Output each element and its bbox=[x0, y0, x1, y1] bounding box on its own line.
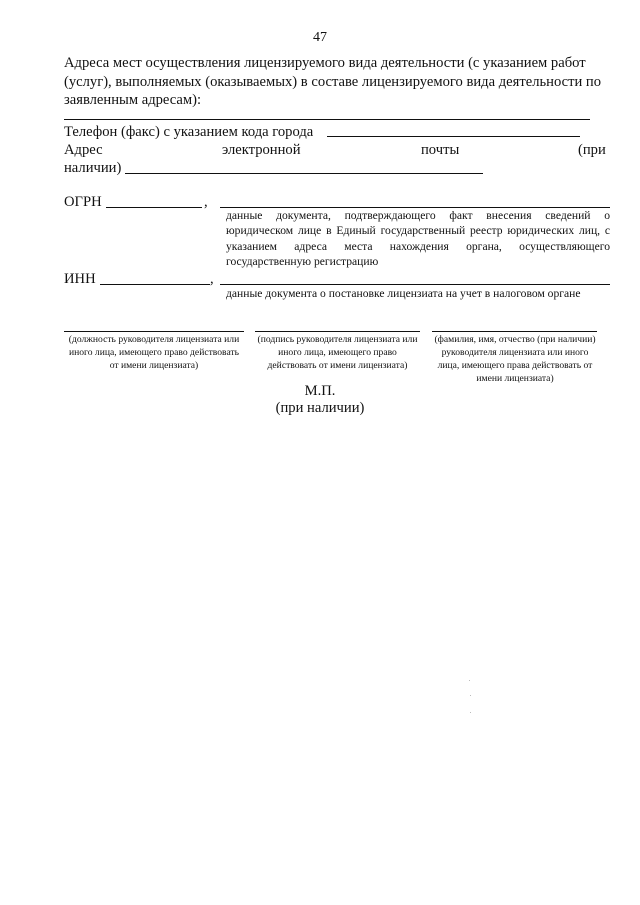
ogrn-comma: , bbox=[204, 194, 208, 210]
addresses-text: Адреса мест осуществления лицензируемого вида деятельности (с указанием работ (услуг), выполняемых (оказываемых) в составе лицензируемого вида деятельности по заявленным адресам): bbox=[64, 55, 602, 108]
email-label-word1: Адрес bbox=[64, 142, 103, 158]
email-label-word2: электронной bbox=[222, 142, 301, 158]
inn-description: данные документа о постановке лицензиата на учет в налоговом органе bbox=[226, 287, 581, 300]
phone-label: Телефон (факс) с указанием кода города bbox=[64, 124, 314, 140]
addresses-input-line[interactable] bbox=[64, 119, 590, 120]
email-input-line[interactable] bbox=[125, 173, 483, 174]
scan-speck bbox=[469, 680, 470, 681]
page-number: 47 bbox=[313, 30, 327, 45]
phone-input-line[interactable] bbox=[327, 136, 580, 137]
email-label-word3: почты bbox=[421, 142, 460, 158]
stamp-note: (при наличии) bbox=[275, 400, 365, 416]
inn-comma: , bbox=[210, 271, 214, 287]
signature-caption: (подпись руководителя лицензиата или иного лица, имеющего право действовать от имени лицензиата) bbox=[257, 334, 418, 371]
position-caption: (должность руководителя лицензиата или иного лица, имеющего право действовать от имени лицензиата) bbox=[68, 334, 240, 371]
ogrn-description: данные документа, подтверждающего факт внесения сведений о юридическом лице в Единый государственный реестр юридических лиц, с указанием адреса места нахождения органа, осуществляющего государственную регистрацию bbox=[226, 209, 610, 269]
inn-label: ИНН bbox=[64, 271, 96, 287]
ogrn-label: ОГРН bbox=[64, 194, 102, 210]
email-label-line2: наличии) bbox=[64, 160, 122, 176]
scan-speck bbox=[470, 695, 471, 696]
full-name-caption: (фамилия, имя, отчество (при наличии) руководителя лицензиата или иного лица, имеющего права действовать от имени лицензиата) bbox=[434, 334, 596, 384]
scan-speck bbox=[470, 712, 471, 713]
email-label-word4: (при bbox=[578, 142, 606, 158]
full-name-signature-line[interactable] bbox=[432, 331, 597, 332]
inn-number-line[interactable] bbox=[100, 284, 210, 285]
position-signature-line[interactable] bbox=[64, 331, 244, 332]
inn-document-line[interactable] bbox=[220, 284, 610, 285]
stamp-label: М.П. bbox=[304, 383, 336, 399]
ogrn-number-line[interactable] bbox=[106, 207, 202, 208]
signature-line[interactable] bbox=[255, 331, 420, 332]
